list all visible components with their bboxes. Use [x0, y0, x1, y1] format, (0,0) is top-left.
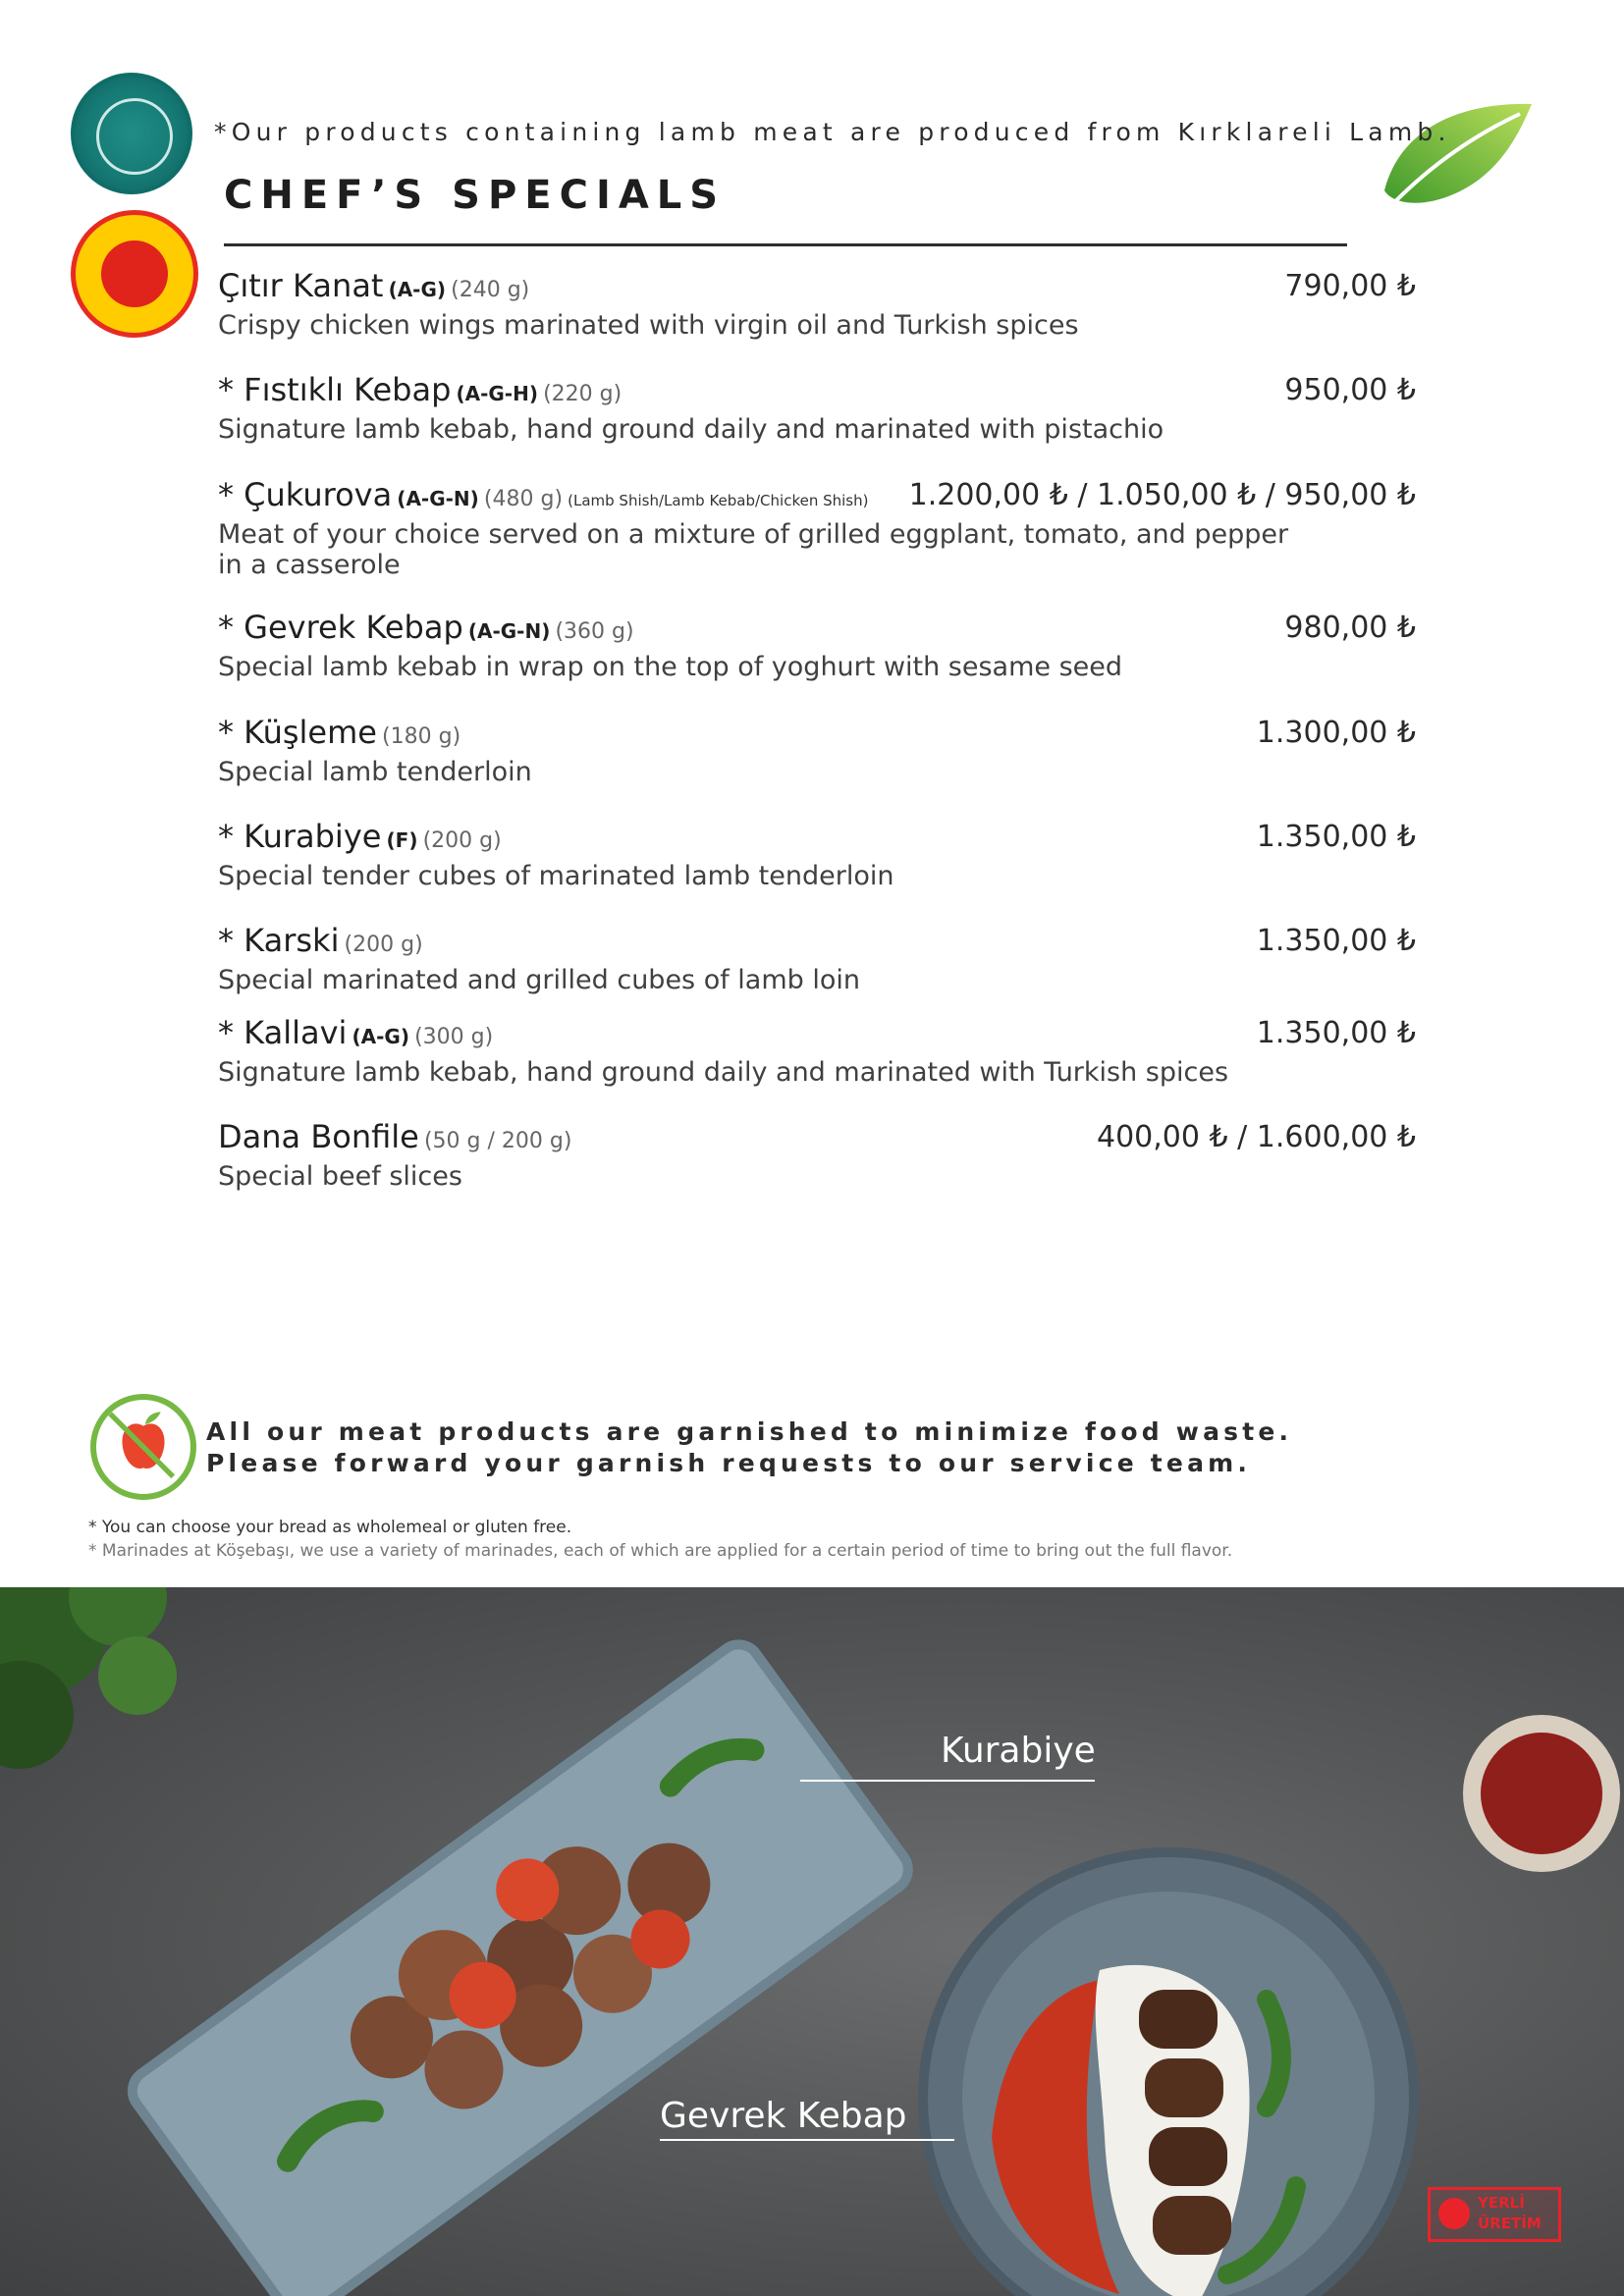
- item-description: Crispy chicken wings marinated with virgin oil and Turkish spices: [218, 310, 1079, 341]
- item-weight: (300 g): [414, 1025, 494, 1049]
- item-name: * Küşleme: [218, 714, 377, 751]
- item-description: Special tender cubes of marinated lamb tenderloin: [218, 861, 894, 891]
- item-name: * Fıstıklı Kebap: [218, 371, 452, 408]
- item-weight: (480 g): [483, 487, 564, 511]
- item-options: (Lamb Shish/Lamb Kebab/Chicken Shish): [568, 492, 869, 509]
- waste-message: [206, 1416, 1292, 1479]
- kurabiye-label: Kurabiye: [941, 1731, 1096, 1771]
- section-title: CHEF’S SPECIALS: [224, 173, 727, 218]
- item-weight: (200 g): [344, 933, 423, 957]
- item-weight: (360 g): [555, 619, 634, 644]
- chili-flakes-bowl: [1443, 1695, 1624, 1892]
- item-description: Special marinated and grilled cubes of lamb loin: [218, 965, 861, 995]
- item-name: Çıtır Kanat: [218, 267, 384, 304]
- local-production-icon: [1438, 2198, 1470, 2229]
- local-production-badge: [1428, 2187, 1561, 2242]
- item-allergen-code: (A-G-H): [456, 382, 538, 405]
- item-price: 1.350,00 ₺: [1256, 820, 1416, 854]
- kirklareli-lamb-seal-icon: [71, 73, 192, 194]
- item-price: 400,00 ₺ / 1.600,00 ₺: [1097, 1120, 1416, 1154]
- item-price: 790,00 ₺: [1284, 269, 1416, 303]
- item-price: 1.300,00 ₺: [1256, 716, 1416, 750]
- item-allergen-code: (A-G): [352, 1025, 409, 1048]
- geographical-indication-seal-icon: [71, 210, 198, 338]
- item-weight: (180 g): [382, 724, 461, 749]
- item-description: Special lamb tenderloin: [218, 757, 532, 787]
- title-divider: [224, 243, 1347, 246]
- kurabiye-label-line: [800, 1780, 1095, 1782]
- item-description: Special beef slices: [218, 1161, 462, 1192]
- item-weight: (200 g): [422, 828, 502, 853]
- item-price: 950,00 ₺: [1284, 373, 1416, 407]
- menu-item: [218, 818, 1416, 891]
- item-weight: (50 g / 200 g): [423, 1129, 572, 1153]
- marinades-footnote: * Marinades at Köşebaşı, we use a variety of marinades, each of which are applied for a certain period of time to bring out the full flavor.: [88, 1541, 1233, 1561]
- item-description: Signature lamb kebab, hand ground daily and marinated with pistachio: [218, 414, 1164, 445]
- item-allergen-code: (A-G-N): [397, 487, 479, 510]
- gevrek-kebap-label-line: [660, 2139, 954, 2141]
- item-description: Meat of your choice served on a mixture of grilled eggplant, tomato, and pepper in a casserole: [218, 519, 1289, 580]
- item-price: 980,00 ₺: [1284, 611, 1416, 645]
- gevrek-kebap-label: Gevrek Kebap: [660, 2096, 907, 2136]
- lamb-origin-note: *Our products containing lamb meat are produced from Kırklareli Lamb.: [214, 118, 1451, 146]
- no-food-waste-icon: [90, 1394, 196, 1500]
- menu-item: [218, 476, 1416, 580]
- item-name: * Çukurova: [218, 476, 393, 513]
- waste-line-1: All our meat products are garnished to minimize food waste.: [206, 1417, 1293, 1446]
- item-allergen-code: (F): [386, 828, 418, 852]
- item-price: 1.200,00 ₺ / 1.050,00 ₺ / 950,00 ₺: [908, 478, 1416, 512]
- item-description: Special lamb kebab in wrap on the top of yoghurt with sesame seed: [218, 652, 1123, 682]
- menu-item: [218, 714, 1416, 787]
- badge-line-2: ÜRETİM: [1478, 2215, 1542, 2232]
- kurabiye-platter: [59, 1627, 943, 2296]
- item-name: * Karski: [218, 922, 340, 959]
- item-price: 1.350,00 ₺: [1256, 1016, 1416, 1050]
- item-name: Dana Bonfile: [218, 1118, 419, 1155]
- item-price: 1.350,00 ₺: [1256, 924, 1416, 958]
- item-name: * Gevrek Kebap: [218, 609, 463, 646]
- bread-footnote: * You can choose your bread as wholemeal or gluten free.: [88, 1518, 572, 1537]
- food-photo: [0, 1587, 1624, 2296]
- item-allergen-code: (A-G): [388, 278, 447, 301]
- menu-item: [218, 609, 1416, 682]
- menu-item: [218, 1014, 1416, 1088]
- gevrek-kebap-plate: [913, 1842, 1424, 2296]
- waste-line-2: Please forward your garnish requests to our service team.: [206, 1449, 1252, 1477]
- item-description: Signature lamb kebab, hand ground daily and marinated with Turkish spices: [218, 1057, 1229, 1088]
- menu-item: [218, 922, 1416, 995]
- item-name: * Kurabiye: [218, 818, 382, 855]
- menu-item: [218, 267, 1416, 341]
- menu-item: [218, 371, 1416, 445]
- menu-item: [218, 1118, 1416, 1192]
- item-allergen-code: (A-G-N): [467, 619, 551, 643]
- item-weight: (220 g): [543, 382, 623, 406]
- item-weight: (240 g): [451, 278, 530, 302]
- badge-line-1: YERLİ: [1478, 2194, 1525, 2212]
- item-name: * Kallavi: [218, 1014, 348, 1051]
